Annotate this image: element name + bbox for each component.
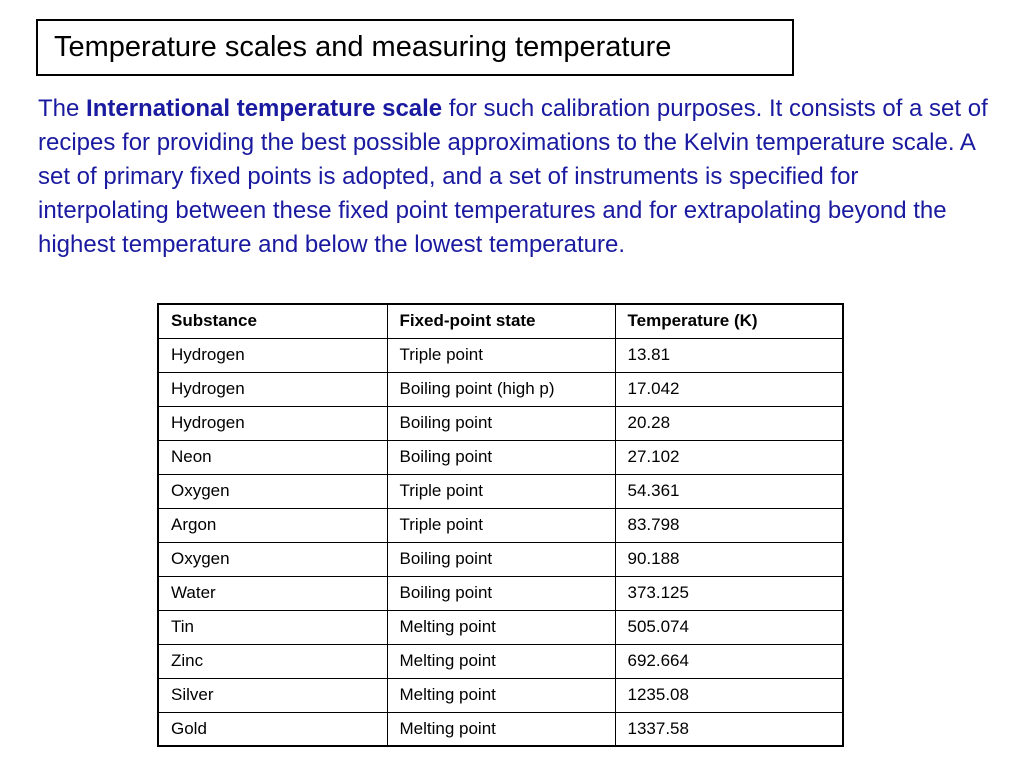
cell-state: Boiling point (high p) — [387, 372, 615, 406]
table-row — [158, 474, 843, 508]
header-substance: Substance — [158, 304, 387, 338]
cell-state: Boiling point — [387, 406, 615, 440]
cell-state: Melting point — [387, 610, 615, 644]
cell-substance: Water — [158, 576, 387, 610]
header-fixed-point-state: Fixed-point state — [387, 304, 615, 338]
cell-substance: Oxygen — [158, 542, 387, 576]
cell-temperature: 20.28 — [615, 406, 843, 440]
cell-substance: Hydrogen — [158, 372, 387, 406]
table-row — [158, 610, 843, 644]
cell-state: Boiling point — [387, 440, 615, 474]
cell-state: Triple point — [387, 338, 615, 372]
table-row — [158, 678, 843, 712]
cell-state: Boiling point — [387, 542, 615, 576]
cell-substance: Zinc — [158, 644, 387, 678]
cell-temperature: 90.188 — [615, 542, 843, 576]
cell-substance: Neon — [158, 440, 387, 474]
cell-state: Triple point — [387, 508, 615, 542]
table-row — [158, 338, 843, 372]
intro-prefix: The — [38, 95, 87, 122]
cell-temperature: 27.102 — [615, 440, 843, 474]
table-row — [158, 440, 843, 474]
cell-temperature: 373.125 — [615, 576, 843, 610]
cell-temperature: 83.798 — [615, 508, 843, 542]
cell-temperature: 17.042 — [615, 372, 843, 406]
cell-temperature: 505.074 — [615, 610, 843, 644]
cell-state: Boiling point — [387, 576, 615, 610]
cell-state: Melting point — [387, 712, 615, 746]
cell-substance: Tin — [158, 610, 387, 644]
intro-suffix: for such calibration purposes. It consists of a set of recipes for providing the best possible approximations to the Kelvin temperature scale. A set of primary fixed points is adopted, and a set of instruments is specified for interpolating between these fixed point temperatures and for extrapolating beyond the highest temperature and below the lowest temperature. — [38, 95, 988, 258]
cell-state: Melting point — [387, 678, 615, 712]
cell-substance: Hydrogen — [158, 406, 387, 440]
cell-temperature: 13.81 — [615, 338, 843, 372]
table-row — [158, 712, 843, 746]
cell-substance: Silver — [158, 678, 387, 712]
table-row — [158, 542, 843, 576]
cell-substance: Hydrogen — [158, 338, 387, 372]
cell-temperature: 1235.08 — [615, 678, 843, 712]
cell-temperature: 54.361 — [615, 474, 843, 508]
cell-substance: Gold — [158, 712, 387, 746]
intro-emphasis: International temperature scale — [86, 95, 443, 122]
cell-state: Triple point — [387, 474, 615, 508]
intro-paragraph — [38, 92, 988, 262]
table-row — [158, 508, 843, 542]
slide-title: Temperature scales and measuring temperature — [54, 31, 672, 63]
cell-substance: Oxygen — [158, 474, 387, 508]
table-header-row — [158, 304, 843, 338]
table-row — [158, 372, 843, 406]
cell-temperature: 1337.58 — [615, 712, 843, 746]
slide-title-box — [36, 19, 794, 76]
header-temperature: Temperature (K) — [615, 304, 843, 338]
cell-substance: Argon — [158, 508, 387, 542]
cell-state: Melting point — [387, 644, 615, 678]
fixed-points-table — [157, 303, 844, 747]
cell-temperature: 692.664 — [615, 644, 843, 678]
table-row — [158, 406, 843, 440]
table-row — [158, 576, 843, 610]
table-row — [158, 644, 843, 678]
